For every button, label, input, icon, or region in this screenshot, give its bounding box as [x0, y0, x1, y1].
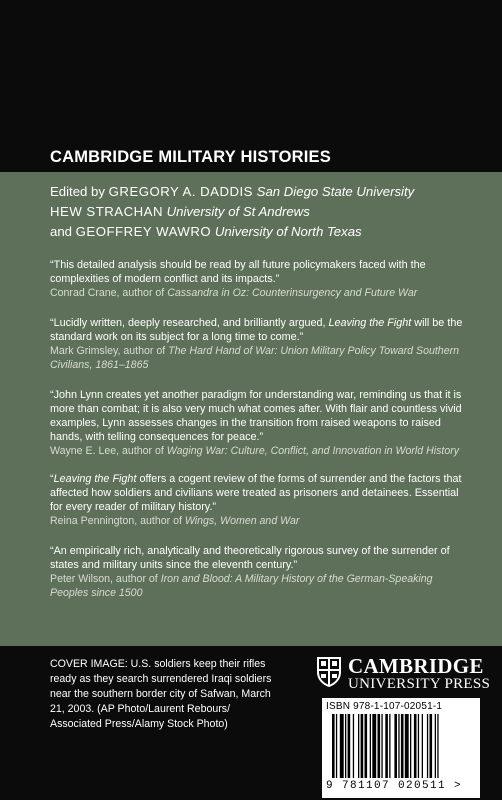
quote-text: “John Lynn creates yet another paradigm for understanding war, reminding us that it is more than combat; it is also very much what comes after. With flair and countless vivid examples, Lynn assesses changes in the transition from raised weapons to raised hands, with telling consequences for peace.” — [50, 389, 462, 443]
quote-attribution: Peter Wilson, author of Iron and Blood: A Military History of the German-Speaking Peoples since 1500 — [50, 573, 433, 599]
editor-line — [50, 202, 414, 222]
barcode-bar — [332, 714, 335, 778]
endorsement-quote — [50, 258, 470, 300]
publisher-name: CAMBRIDGE — [348, 654, 484, 678]
barcode-bar — [394, 714, 397, 778]
quote-attribution: Conrad Crane, author of Cassandra in Oz: Counterinsurgency and Future War — [50, 287, 418, 299]
barcode-bar — [389, 714, 390, 778]
series-title: CAMBRIDGE MILITARY HISTORIES — [50, 148, 331, 166]
barcode-bar — [398, 714, 399, 778]
barcode-bars — [332, 714, 472, 778]
quote-attribution: Wayne E. Lee, author of Waging War: Culture, Conflict, and Innovation in World History — [50, 445, 460, 457]
isbn-label: ISBN 978-1-107-02051-1 — [326, 701, 443, 712]
quote-attribution: Mark Grimsley, author of The Hard Hand of War: Union Military Policy Toward Southern Civilians, 1861–1865 — [50, 345, 460, 371]
cover-image-credit: COVER IMAGE: U.S. soldiers keep their rifles ready as they search surrendered Iraqi soldiers near the southern border city of Safwan, March 21, 2003. (AP Photo/Laurent Rebours/ Associated Press/Alamy Stock Photo) — [50, 658, 272, 730]
publisher-subname: UNIVERSITY PRESS — [348, 676, 491, 692]
barcode-bar — [435, 714, 436, 778]
editor-line: and GEOFFREY WAWRO University of North Texas — [50, 224, 362, 239]
editor-institution: University of North Texas — [214, 224, 362, 239]
quote-text: “An empirically rich, analytically and theoretically rigorous survey of the surrender of states and military units since the eleventh century.” — [50, 545, 450, 571]
barcode-bar — [381, 714, 382, 778]
bottom-band — [0, 646, 502, 800]
endorsement-quote — [50, 316, 470, 372]
editor-name: GEOFFREY WAWRO — [75, 224, 212, 239]
barcode-bar — [427, 714, 428, 778]
editor-institution: San Diego State University — [256, 184, 415, 199]
barcode-number: 9 781107 020511 > — [326, 780, 463, 792]
barcode-bar — [340, 714, 344, 778]
barcode-bar — [385, 714, 388, 778]
barcode-bar — [353, 714, 354, 778]
barcode-bar — [345, 714, 346, 778]
quote-text: “Leaving the Fight offers a cogent review of the forms of surrender and the factors that affected how soldiers and civilians were treated as prisoners and detainees. Essential for every reader of military history.” — [50, 473, 462, 513]
barcode-bar — [361, 714, 364, 778]
editor-name: HEW STRACHAN — [50, 204, 163, 219]
barcode-bar — [401, 714, 404, 778]
barcode-bar — [378, 714, 381, 778]
endorsement-quote — [50, 544, 470, 600]
barcode — [322, 698, 480, 798]
editor-institution: University of St Andrews — [166, 204, 310, 219]
barcode-bar — [348, 714, 351, 778]
barcode-bar — [414, 714, 417, 778]
barcode-bar — [437, 714, 438, 778]
barcode-bar — [372, 714, 376, 778]
barcode-bar — [418, 714, 419, 778]
barcode-bar — [430, 714, 433, 778]
editor-line: Edited by GREGORY A. DADDIS San Diego State University — [50, 184, 415, 199]
barcode-bar — [422, 714, 423, 778]
quote-text: “Lucidly written, deeply researched, and brilliantly argued, Leaving the Fight will be the standard work on its subject for a long time to come.” — [50, 317, 463, 343]
quote-attribution: Reina Pennington, author of Wings, Women and War — [50, 515, 300, 527]
publisher-logo — [316, 654, 491, 692]
editor-name: GREGORY A. DADDIS — [108, 184, 253, 199]
endorsement-quote — [50, 472, 470, 528]
barcode-bar — [336, 714, 337, 778]
endorsement-quote — [50, 388, 470, 458]
cambridge-crest-icon — [316, 656, 342, 688]
barcode-bar — [405, 714, 409, 778]
barcode-bar — [365, 714, 368, 778]
barcode-bar — [410, 714, 411, 778]
barcode-bar — [358, 714, 359, 778]
quote-text: “This detailed analysis should be read by all future policymakers faced with the complexities of modern conflict and its impacts.” — [50, 259, 426, 285]
endorsement-panel — [0, 172, 502, 646]
barcode-bar — [370, 714, 371, 778]
editors-block — [50, 182, 414, 242]
